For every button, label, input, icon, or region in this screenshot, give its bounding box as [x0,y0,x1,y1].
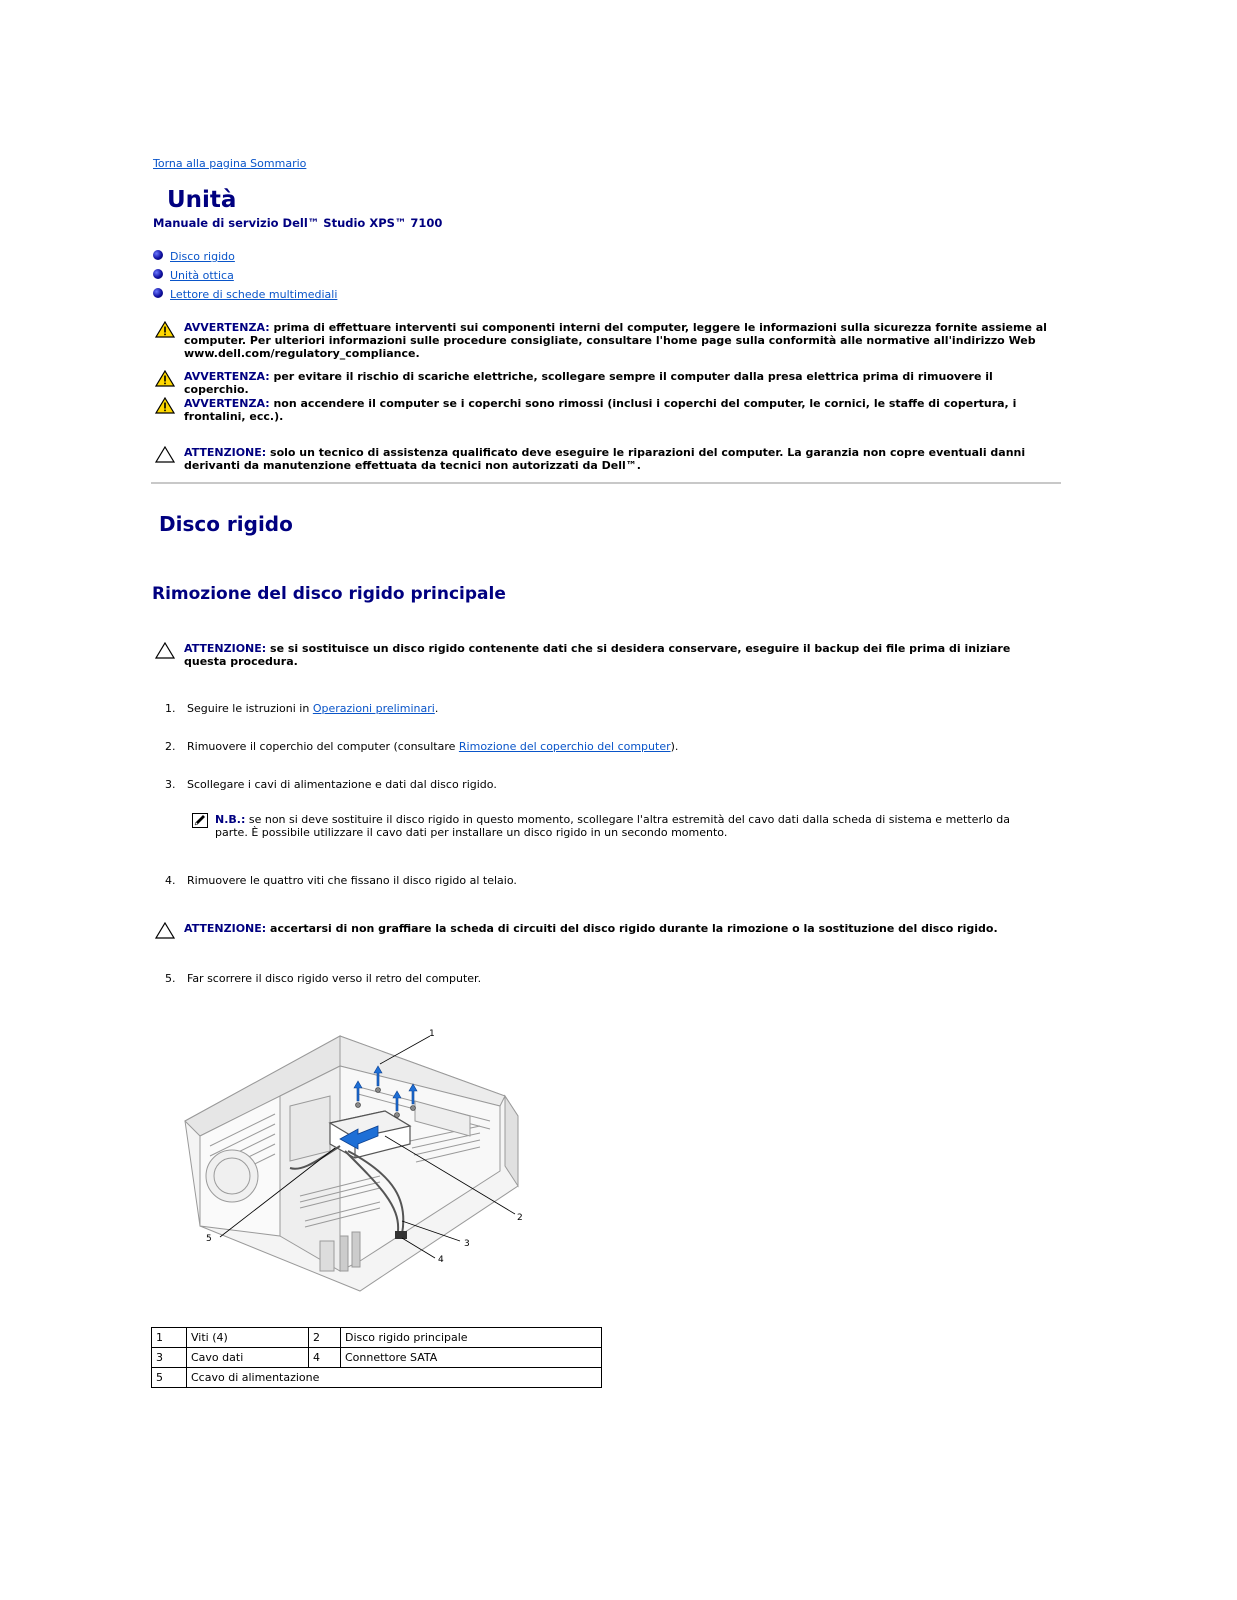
step-1 [165,702,438,715]
note-pencil-icon [192,813,208,828]
step-4 [165,874,517,887]
hard-drive-removal-diagram [180,1026,540,1301]
legend-text: Connettore SATA [341,1348,602,1368]
legend-text: Cavo dati [187,1348,309,1368]
toc-link-card-reader[interactable]: Lettore di schede multimediali [170,288,338,301]
divider [151,482,1061,484]
step-3 [165,778,497,791]
toc-item-hard-drive [153,247,337,266]
caution-notice [155,446,1055,472]
toc-link-hard-drive[interactable]: Disco rigido [170,250,235,263]
caution-text: accertarsi di non graffiare la scheda di circuiti del disco rigido durante la rimozione o la sostituzione del disco rigido. [270,922,998,935]
link-preliminary-operations[interactable]: Operazioni preliminari [312,702,435,715]
step-text: Scollegare i cavi di alimentazione e dati dal disco rigido. [187,778,497,791]
note-text: se non si deve sostituire il disco rigido in questo momento, scollegare l'altra estremità del cavo dati dalla scheda di sistema e metterlo da parte. È possibile utilizzare il cavo dati per installare un disco rigido in un secondo momento. [215,813,1010,839]
caution-notice [155,642,1055,668]
warning-label: AVVERTENZA: [184,397,270,410]
step-text: Far scorrere il disco rigido verso il retro del computer. [187,972,482,985]
note-label: N.B.: [215,813,246,826]
warning-notice [155,321,1055,360]
warning-icon [155,321,175,338]
step-number: 5. [165,972,176,985]
callout-label: 4 [438,1255,444,1265]
caution-text: solo un tecnico di assistenza qualificato deve eseguire le riparazioni del computer. La garanzia non copre eventuali danni derivanti da manutenzione effettuata da tecnici non autorizzati da Dell™. [184,446,1026,472]
callout-label: 3 [464,1239,470,1249]
legend-text: Ccavo di alimentazione [187,1368,602,1388]
caution-label: ATTENZIONE: [184,642,267,655]
section-title: Disco rigido [159,512,293,536]
legend-number: 2 [309,1328,341,1348]
warning-text: non accendere il computer se i coperchi sono rimossi (inclusi i coperchi del computer, le cornici, le staffe di copertura, i frontalini, ecc.). [184,397,1017,423]
step-2 [165,740,678,753]
bullet-icon [153,250,163,260]
step-text: Rimuovere le quattro viti che fissano il disco rigido al telaio. [187,874,517,887]
toc-link-optical-drive[interactable]: Unità ottica [170,269,234,282]
legend-text: Disco rigido principale [341,1328,602,1348]
manual-subtitle: Manuale di servizio Dell™ Studio XPS™ 7100 [153,216,443,230]
caution-label: ATTENZIONE: [184,922,267,935]
caution-icon [155,446,175,463]
callout-label: 2 [517,1213,523,1223]
caution-label: ATTENZIONE: [184,446,267,459]
step-number: 1. [165,702,176,715]
step-text: Rimuovere il coperchio del computer (consultare [187,740,459,753]
warning-text: prima di effettuare interventi sui componenti interni del computer, leggere le informazioni sulla sicurezza fornite assieme al computer. Per ulteriori informazioni sulle procedure consigliate, consultare l'home page sulla conformità alle normative all'indirizzo Web www.dell.com/regulatory_compliance. [184,321,1047,360]
step-text-end: ). [670,740,679,753]
step-text-end: . [434,702,439,715]
table-row [152,1348,602,1368]
table-row [152,1328,602,1348]
callout-label: 1 [429,1029,435,1039]
back-to-contents-link[interactable]: Torna alla pagina Sommario [153,157,307,170]
warning-icon [155,370,175,387]
warning-label: AVVERTENZA: [184,321,270,334]
step-number: 2. [165,740,176,753]
callout-label: 5 [206,1234,212,1244]
callout-legend-table [151,1327,602,1388]
caution-notice [155,922,1055,935]
warning-icon [155,397,175,414]
legend-number: 3 [152,1348,187,1368]
sata-connector-shape [395,1231,407,1239]
warning-text: per evitare il rischio di scariche elettriche, scollegare sempre il computer dalla presa elettrica prima di rimuovere il coperchio. [184,370,993,396]
page-title: Unità [167,187,237,213]
link-remove-cover[interactable]: Rimozione del coperchio del computer [458,740,671,753]
toc-item-card-reader [153,285,337,304]
legend-number: 4 [309,1348,341,1368]
bullet-icon [153,269,163,279]
warning-label: AVVERTENZA: [184,370,270,383]
subsection-title: Rimozione del disco rigido principale [152,584,506,604]
legend-number: 5 [152,1368,187,1388]
note-block [192,813,1042,839]
bullet-icon [153,288,163,298]
caution-icon [155,922,175,939]
caution-text: se si sostituisce un disco rigido contenente dati che si desidera conservare, eseguire il backup dei file prima di iniziare questa procedura. [184,642,1011,668]
legend-text: Viti (4) [187,1328,309,1348]
warning-notice [155,397,1055,423]
table-row [152,1368,602,1388]
legend-number: 1 [152,1328,187,1348]
step-number: 4. [165,874,176,887]
step-number: 3. [165,778,176,791]
step-5 [165,972,481,985]
table-of-contents [153,247,337,304]
caution-icon [155,642,175,659]
warning-notice [155,370,1055,396]
step-text: Seguire le istruzioni in [187,702,313,715]
toc-item-optical-drive [153,266,337,285]
